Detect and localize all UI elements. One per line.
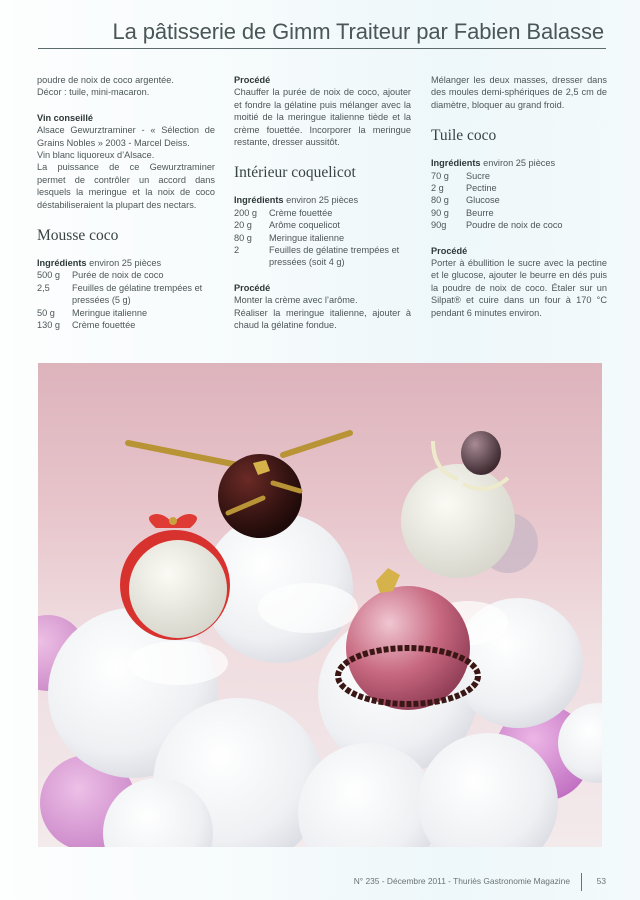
ingredient-name: Purée de noix de coco: [72, 270, 164, 281]
ingredient-row: [37, 307, 215, 319]
ingredient-name: Glucose: [466, 195, 500, 206]
procede-text: Porter à ébullition le sucre avec la pectine et le glucose, ajouter le beurre en dés puis la poudre de noix de coco. Étaler sur un Silpat® et cuire dans un four à 170 °C pendant 6 minutes environ.: [431, 258, 607, 318]
intro-text: Mélanger les deux masses, dresser dans des moules demi-sphériques de 2,5 cm de diamètre, bloquer au grand froid.: [431, 75, 607, 110]
ingredient-name: Crème fouettée: [269, 207, 333, 218]
procede-text: Chauffer la purée de noix de coco, ajouter et fondre la gélatine puis mélanger avec la moitié de la meringue italienne tiède et la crème fouettée. Incorporer la meringue restante, dresser aussitôt.: [234, 87, 411, 148]
ingredient-row: [37, 282, 215, 307]
ingredient-row: [431, 182, 607, 194]
ingredient-row: [234, 207, 411, 219]
ingredient-row: [431, 170, 607, 182]
ingredient-qty: 90g: [431, 220, 447, 231]
footer-separator: [581, 873, 582, 891]
footer-issue: N° 235 - Décembre 2011 - Thuriès Gastronomie Magazine: [353, 876, 570, 886]
ingredient-qty: 2: [234, 245, 240, 256]
ingredient-name: Beurre: [466, 207, 494, 218]
ingredient-name: Meringue italienne: [72, 307, 148, 318]
section-title-mousse-coco: Mousse coco: [37, 227, 119, 245]
wine-line: La puissance de ce Gewurztraminer permet de contrôler un accord dans lesquels la meringue et la noix de coco déstabiliseraient la plupart des nectars.: [37, 162, 215, 210]
ingredients-header: [431, 157, 607, 169]
ingredient-qty: 2 g: [431, 183, 444, 194]
column-1: [37, 74, 215, 332]
ingredient-name: Arôme coquelicot: [269, 220, 340, 231]
procede-line: Monter la crème avec l’arôme.: [234, 295, 358, 306]
section-title-tuile-coco: Tuile coco: [431, 127, 497, 145]
ingredient-row: [234, 219, 411, 231]
dessert-illustration: [38, 363, 602, 847]
column-2: [234, 74, 411, 332]
ingredient-row: [431, 219, 607, 231]
intro-line: Décor : tuile, mini-macaron.: [37, 87, 150, 98]
ingredient-name: Crème fouettée: [72, 320, 136, 331]
page-header: [38, 18, 606, 49]
wine-line: Vin blanc liquoreux d’Alsace.: [37, 150, 155, 161]
procede-title: Procédé: [234, 282, 271, 293]
ingredient-qty: 20 g: [234, 220, 252, 231]
ingredient-row: [234, 232, 411, 244]
ingredients-note: environ 25 pièces: [483, 158, 556, 169]
ingredient-name: Poudre de noix de coco: [466, 220, 563, 231]
ingredients-header: [234, 194, 411, 206]
ingredient-qty: 80 g: [431, 195, 449, 206]
ingredient-row: [431, 207, 607, 219]
ingredient-qty: 200 g: [234, 207, 257, 218]
ingredients-label: Ingrédients: [37, 258, 87, 269]
ingredient-qty: 50 g: [37, 307, 55, 318]
ingredient-name: Feuilles de gélatine trempées et pressées (soit 4 g): [269, 245, 400, 268]
ingredient-row: [37, 319, 215, 331]
wine-line: Alsace Gewurztraminer - « Sélection de Grains Nobles » 2003 - Marcel Deiss.: [37, 125, 215, 148]
column-3: [431, 74, 607, 319]
wine-title: Vin conseillé: [37, 112, 93, 123]
procede-title: Procédé: [431, 245, 468, 256]
dessert-photo: [38, 363, 602, 847]
ingredient-qty: 70 g: [431, 170, 449, 181]
ingredient-row: [431, 194, 607, 206]
intro-line: poudre de noix de coco argentée.: [37, 75, 174, 85]
ingredient-row: [234, 244, 411, 269]
ingredient-name: Meringue italienne: [269, 232, 345, 243]
procede-title: Procédé: [234, 75, 271, 85]
ingredients-label: Ingrédients: [431, 158, 481, 169]
ingredients-label: Ingrédients: [234, 195, 284, 206]
ingredient-qty: 2,5: [37, 282, 50, 293]
ingredient-name: Pectine: [466, 183, 497, 194]
ingredients-note: environ 25 pièces: [89, 258, 162, 269]
page-title: La pâtisserie de Gimm Traiteur par Fabien Balasse: [112, 19, 604, 44]
ingredients-note: environ 25 pièces: [286, 195, 359, 206]
ingredient-name: Feuilles de gélatine trempées et pressées (5 g): [72, 282, 203, 306]
ingredient-qty: 90 g: [431, 207, 449, 218]
section-title-interieur-coquelicot: Intérieur coquelicot: [234, 164, 356, 182]
page-number: 53: [596, 876, 606, 886]
ingredient-qty: 500 g: [37, 270, 60, 281]
procede-line: Réaliser la meringue italienne, ajouter à chaud la gélatine fondue.: [234, 307, 411, 331]
ingredient-qty: 130 g: [37, 320, 60, 331]
ingredient-name: Sucre: [466, 170, 491, 181]
page-footer: [353, 870, 610, 892]
ingredient-row: [37, 269, 215, 281]
ingredient-qty: 80 g: [234, 232, 252, 243]
ingredients-header: [37, 257, 215, 269]
